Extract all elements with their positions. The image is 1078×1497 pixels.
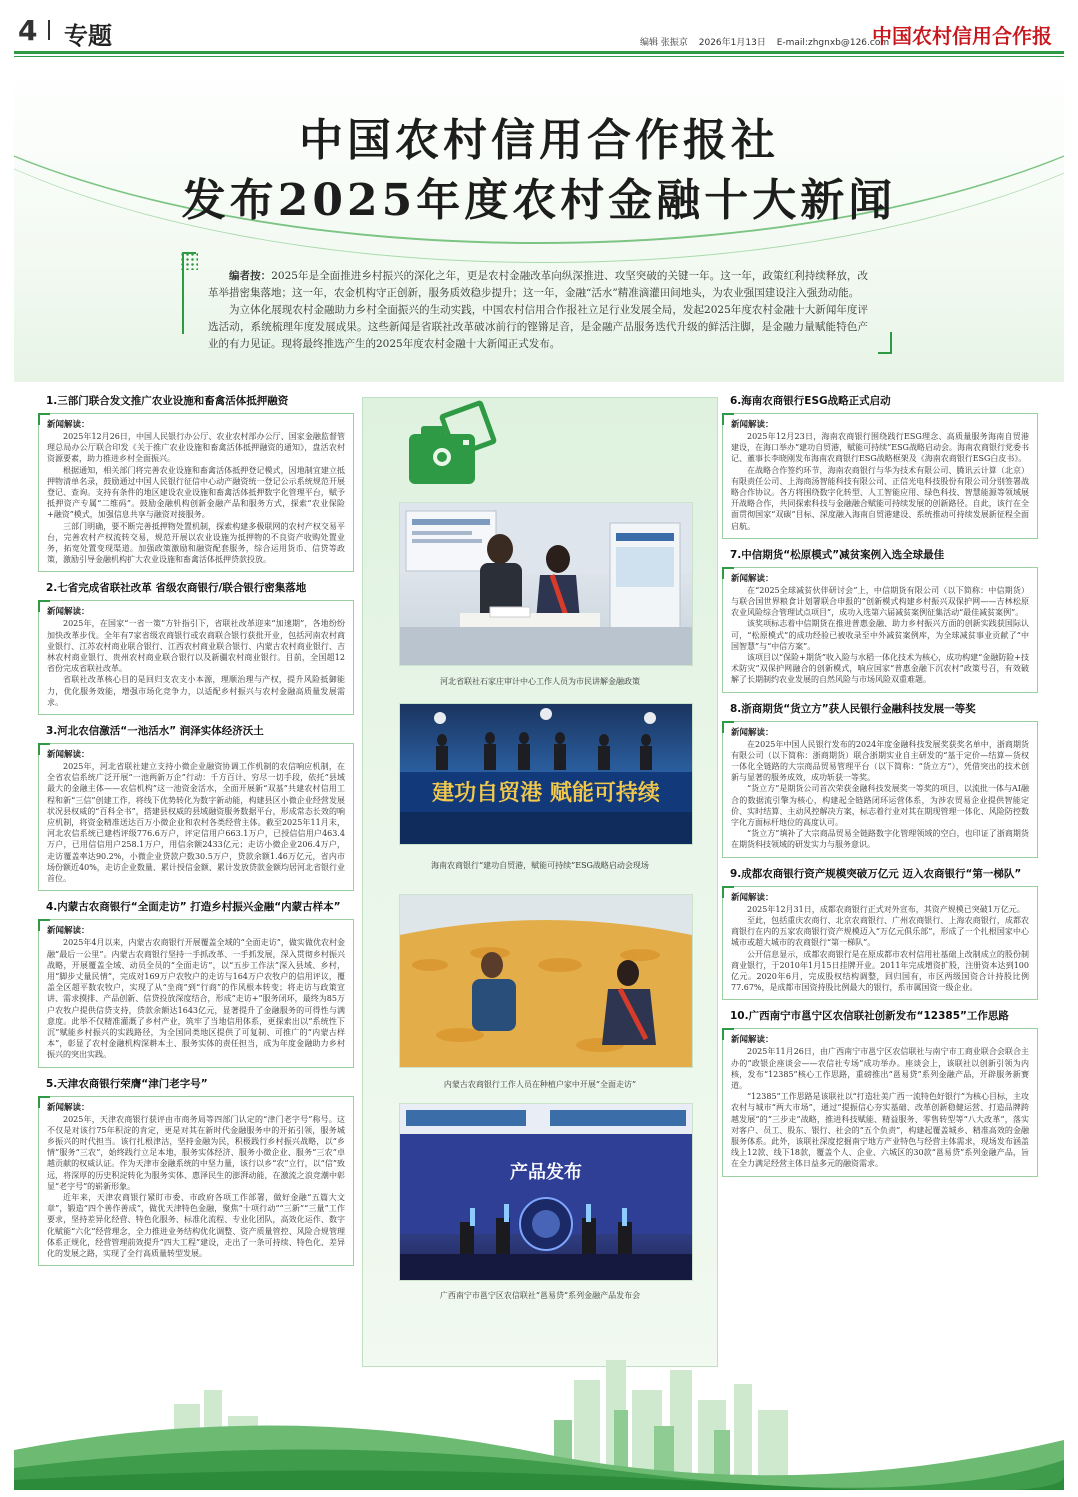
- photo-caption-2: 海南农商银行“建功自贸港，赋能可持续”ESG战略启动会现场: [431, 861, 649, 870]
- news-photo-3: [399, 894, 693, 1068]
- news-body: 在2025年中国人民银行发布的2024年度金融科技发展奖获奖名单中，浙商期货有限公司（以下简称：浙商期货）联合浙期实业自主研发的“基于定价—结算—货权一体化全链路的大宗商品贸易管理平台（以下简称：“货立方”），凭借突出的技术创新与显著的服务成效，成功斩获一等奖。 “货立方”是期货公司首次荣获金融科技发展奖一等奖的项目，以流批一体与AI融合的数据流引擎为核心，构建起全链路闭环运营体系，为涉农贸易企业提供智能定价、实时结算、主动风控解决方案，标志着行业对其在期现管理一体化、风险防控数字化方面标杆地位的高度认可。 “货立方”填补了大宗商品贸易全链路数字化管理领域的空白，也印证了浙商期货在期货科技领域的研发实力与服务意识。: [731, 739, 1029, 850]
- section-name: 专题: [64, 22, 112, 50]
- news-item-3: [38, 723, 354, 891]
- news-item-5: [38, 1076, 354, 1267]
- news-body: 2025年，河北省联社建立支持小微企业融资协调工作机制的农信响应机制，在全省农信系统广泛开展“一池两新万企”行动：千方百计、穷尽一切手段，依托“县域最大的金融主体——农信机构”这一池资金活水，全面开展新“双基”共建农村信用工程和新“三信”创建工作，将线下优势转化为数字新动能，构建县区小微企业经营发展状况县权威的“百科全书”，搭建县权威的县域融资服务数据平台，形成常态长效的响应机制，将资金精准送达百万小微企业和农村各类经营主体。截至2025年11月末，河北农信系统已建档评级776.6万户，评定信用户663.1万户，已授信信用户463.4万户，已用信信用户258.1万户，用信余额2433亿元；走访小微企业206.4万户，走访覆盖率达90.2%，小微企业贷款户数30.5万户，贷款余额1.46万亿元，省内市场份额近40%，走访企业数量、累计授信金额、累计发放贷款金额均居河北省银行业首位。: [47, 762, 345, 884]
- news-title: 6.海南农商银行ESG战略正式启动: [730, 395, 891, 407]
- photo-column: [362, 397, 718, 1367]
- news-item-4: [38, 899, 354, 1067]
- news-body: 2025年4月以来，内蒙古农商银行开展覆盖全域的“全面走访”，做实做优农村金融“最后一公里”。内蒙古农商银行坚持一手抓改革、一手抓发展，深入贯彻乡村振兴战略，开展覆盖全域、动员全员的“全面走访”，以“五步工作法”深入县域、乡村，用“脚步丈量民情”，完成对169万户农牧户的走访与164万户农牧户的信用评议，覆盖全区超平数农牧户，实现了从“坐商”到“行商”的作风根本转变；将走访与政策宣讲、需求摸排、产品创新、信贷投放深度结合，形成“走访+”服务闭环，最终为85万户农牧户提供信贷支持，贷款余额达1643亿元，显著提升了金融服务的可得性与满意度。此举不仅精准灌溉了乡村产业，筑牢了当地信用体系，更探索出以“系统性下沉”赋能乡村振兴的实践路径，为全国同类地区提供了可复制、可推广的“内蒙古样本”，彰显了农村金融机构深耕本土、服务实体的责任担当，成为年度金融助力乡村振兴的突出实践。: [47, 938, 345, 1060]
- launch-banner: 产品发布: [510, 1162, 582, 1183]
- page-number-divider: [48, 20, 56, 40]
- photo-illustration: [400, 704, 692, 844]
- city-skyline-icon: [14, 1360, 1064, 1490]
- news-box: [38, 600, 354, 715]
- news-sub: 新闻解读：: [47, 607, 90, 618]
- news-photo-4: [399, 1103, 693, 1281]
- page-number: 4: [18, 14, 38, 47]
- news-box: [722, 413, 1038, 539]
- editor-name: 编辑 张振京: [640, 38, 688, 48]
- news-body: 2025年12月31日，成都农商银行正式对外宣布，其资产规模已突破1万亿元。 至此，包括重庆农商行、北京农商银行、广州农商银行、上海农商银行，成都农商银行在内的五家农商银行资产规模迈入“万亿元俱乐部”，形成了一个扎根国家中心城市或超大城市的农商银行“第一梯队”。 公开信息显示，成都农商银行是在原成都市农村信用社基础上改制成立的股份制商业银行，于2010年1月15日挂牌开业。2011年完成增资扩股，注册资本达到100亿元。2020年6月，完成股权结构调整，回归国有，市区两级国资合计持股比例77.67%，是成都市国资持股比例最大的银行，系市属国资一级企业。: [731, 904, 1029, 993]
- editor-note-p1: 编者按：2025年是全面推进乡村振兴的深化之年，更是农村金融改革向纵深推进、攻坚突破的关键一年。这一年，政策红利持续释放，改革举措密集落地；这一年，农金机构守正创新，服务质效稳步提升；这一年，金融“活水”精准滴灌田间地头，为农业强国建设注入强劲动能。: [208, 270, 868, 299]
- editor-note-p2: 为立体化展现农村金融助力乡村全面振兴的生动实践，中国农村信用合作报社立足行业发展全局，发起2025年度农村金融十大新闻年度评选活动，系统梳理年度发展成果。这些新闻是省联社改革破冰前行的铿锵足音，是金融产品服务迭代升级的鲜活注脚，是金融力量赋能特色产业的有力见证。现将最终推选产生的2025年度农村金融十大新闻正式发布。: [208, 304, 868, 350]
- note-frame-corner: [182, 252, 196, 334]
- news-item-6: [722, 393, 1038, 539]
- news-photo-2: [399, 703, 693, 845]
- news-body: 2025年，在国家“一省一策”方针指引下，省联社改革迎来“加速期”，各地纷纷加快改革步伐。全年有7家省级农商银行或农商联合银行获批开业，包括河南农村商业银行、江苏农村商业联合银行、江西农村商业联合银行、内蒙古农村商业银行、吉林农村商业银行、贵州农村商业联合银行以及新疆农村商业银行。目前，全国超12省份完成省联社改革。 省联社改革核心目的是回归支农支小本源，理顺治理与产权，提升风险抵御能力，优化服务效能，增强市场化竞争力，以适配乡村振兴与农村金融高质量发展需求。: [47, 619, 345, 707]
- news-item-8: [722, 701, 1038, 858]
- news-title: 4.内蒙古农商银行“全面走访” 打造乡村振兴金融“内蒙古样本”: [46, 901, 341, 914]
- news-box: [722, 721, 1038, 858]
- news-title: 7.中信期货“松原模式”减贫案例入选全球最佳: [730, 548, 945, 561]
- photo-caption-3: 内蒙古农商银行工作人员在种植户家中开展“全面走访”: [443, 1080, 637, 1089]
- header-rule: [14, 51, 1064, 54]
- editor-email: E-mail:zhgnxb@126.com: [776, 38, 890, 48]
- news-item-10: [722, 1008, 1038, 1176]
- news-body: 2025年12月23日，海南农商银行围绕践行ESG理念、高质量服务海南自贸港建设，在海口举办“建功自贸港，赋能可持续”ESG战略启动会。海南农商银行党委书记、董事长李晓刚发布海南农商银行ESG战略框架及《海南农商银行ESG白皮书》。 在战略合作签约环节，海南农商银行与华为技术有限公司、腾讯云计算（北京）有限责任公司、上海商汤智能科技有限公司、正信光电科技股份有限公司分别签署战略合作协议。各方将围绕数字化转型、人工智能应用、绿色科技、智慧能源等领域展开战略合作，共同探索科技与金融融合赋能可持续发展的创新路径。自此，该行在全面贯彻国家“双碳”目标、深度融入海南自贸港建设、系统推动可持续发展新征程全面启航。: [731, 432, 1029, 531]
- news-sub: 新闻解读：: [731, 1035, 774, 1046]
- news-sub: 新闻解读：: [731, 727, 774, 738]
- news-title: 5.天津农商银行荣膺“津门老字号”: [46, 1077, 208, 1090]
- headline-line-1: 中国农村信用合作报社: [299, 115, 779, 166]
- photo-caption-1: 河北省联社石家庄审计中心工作人员为市民讲解金融政策: [440, 677, 640, 686]
- newspaper-brand: 中国农村信用合作报: [872, 24, 1052, 48]
- page-header: [0, 0, 1078, 56]
- news-body: 2025年11月26日，由广西南宁市邕宁区农信联社与南宁市工商业联合会联合主办的“政银企座谈会——农信社专场”成功举办。座谈会上，该联社以创新引领为内核，发布“12385”核心工作思路，重磅推出“邕易贷”系列金融产品，开辟服务新赛道。 “12385”工作思路是该联社以“打造壮美广西一流特色好银行”为核心目标，主攻农村与城市“两大市场”，通过“提振信心夯实基础、改革创新稳健运营、打造品牌跨越发展”的“三步走”战略，推进科技赋能、精益服务、零售转型等“八大改革”，落实对客户、员工、股东、银行、社会的“五个负责”，构建起覆盖城乡、精准高效的金融服务体系。此外，该联社深度挖掘南宁地方产业特色与经营主体需求，现场发布涵盖线上12款、线下18款，覆盖个人、企业、六城区的30款“邕易贷”系列金融产品，旨在全力满足经营主体日益多元的融资需求。: [731, 1047, 1029, 1169]
- headline-line-2: 发布2025年度农村金融十大新闻: [181, 175, 897, 226]
- news-body: 2025年，天津农商银行获评由市商务局等四部门认定的“津门老字号”称号。这不仅是对该行75年积淀的肯定，更是对其在新时代金融服务中的开拓引领，服务城乡振兴的时代担当。该行扎根津沽，坚持金融为民，积极践行乡村振兴战略，以“乡情”服务“三农”，始终践行立足本地，服务实体经济、服务小微企业、服务“三农”卓越贡献的权威认证。作为天津市金融系统的中坚力量，该行以乡“农”立行，以“信”致远，将深厚的历史积淀转化为服务实体、惠泽民生的澎湃动能，在激流之浪竞潮中彰显“老字号”的崭新形象。 近年来，天津农商银行紧盯市委、市政府各项工作部署，做好金融“五篇大文章”，锻造“四个善作善成”，做优天津特色金融，聚焦“十项行动”“三新”“三量”工作要求，坚持差异化经营、特色化服务、标准化流程、专业化团队，高效化运作、数字化赋能“六化”经营理念，全力推进业务结构优化调整、资产质量管控、风险合规管理体系正规化，经营管理前效提升“四大工程”建设，走出了一条可持续、特色化、差异化的发展之路，实现了全行高质量转型发展。: [47, 1114, 345, 1258]
- photo-illustration: [400, 1104, 692, 1280]
- news-sub: 新闻解读：: [47, 420, 90, 430]
- news-item-1: [38, 393, 354, 572]
- right-news-column: [722, 393, 1038, 1185]
- news-box: [38, 1096, 354, 1267]
- issue-date: 2026年1月13日: [698, 38, 766, 48]
- news-item-9: [722, 866, 1038, 1001]
- news-item-2: [38, 580, 354, 715]
- news-title: 3.河北农信激活“一池活水” 润泽实体经济沃土: [46, 725, 264, 738]
- news-box: [38, 743, 354, 891]
- news-box: [38, 919, 354, 1067]
- news-box: [722, 1028, 1038, 1176]
- news-sub: 新闻解读：: [47, 1102, 90, 1113]
- note-frame-corner: [878, 332, 892, 354]
- news-photo-1: [399, 502, 693, 666]
- news-item-7: [722, 547, 1038, 693]
- news-sub: 新闻解读：: [47, 750, 90, 761]
- editor-note-label: 编者按：: [229, 270, 272, 282]
- news-title: 8.浙商期货“货立方”获人民银行金融科技发展一等奖: [730, 702, 976, 715]
- news-box: [722, 567, 1038, 693]
- news-body: 在“2025全球减贫伙伴研讨会”上，中信期货有限公司（以下简称：中信期货）与联合国世界粮食计划署联合申报的“创新模式构建乡村振兴双保护网——吉林松原农业风险综合管理试点项目”，成功入选第六届减贫案例征集活动“最佳减贫案例”。 该奖项标志着中信期货在推进普惠金融、助力乡村振兴方面的创新实践获国际认可，“松原模式”的成功经验已被收录至中外减贫案例库，为全球减贫事业贡献了“中国智慧”与“中信方案”。 该项目以“保险+期货”收入险与水稻一体化技术为核心，成功构建“金融防险+技术防灾”双保护网融合的创新模式，响应国家“普惠金融下沉农村”政策号召，有效破解了长期制约农业发展的自然风险与市场风险双重难题。: [731, 585, 1029, 685]
- photo-illustration: [400, 503, 692, 665]
- editor-note: [208, 268, 868, 353]
- news-title: 10.广西南宁市邕宁区农信联社创新发布“12385”工作思路: [730, 1010, 1009, 1023]
- news-title: 9.成都农商银行资产规模突破万亿元 迈入农商银行“第一梯队”: [730, 867, 1022, 880]
- left-news-column: [38, 393, 354, 1274]
- skyline-decoration: [14, 1360, 1064, 1490]
- photo-illustration: [400, 895, 692, 1067]
- news-title: 2.七省完成省联社改革 省级农商银行/联合银行密集落地: [46, 582, 307, 595]
- event-banner: 建功自贸港 赋能可持续: [432, 781, 660, 806]
- news-title: 1.三部门联合发文推广农业设施和畜禽活体抵押融资: [46, 395, 289, 407]
- news-box: [38, 413, 354, 572]
- header-rule-thin: [14, 56, 1064, 57]
- news-body: 2025年12月26日，中国人民银行办公厅、农业农村部办公厅、国家金融监督管理总局办公厅联合印发《关于推广农业设施和畜禽活体抵押融资的通知》，盘活农村资源要素，助力推进乡村全面振兴。 根据通知，相关部门将完善农业设施和畜禽活体抵押登记模式，因地制宜建立抵押物清单名录，鼓励通过中国人民银行征信中心动产融资统一登记公示系统规范开展登记、查询。支持有条件的地区建设农业设施和畜禽活体抵押数字化管理平台，赋予抵押资产专属“二维码”。鼓励金融机构创新金融产品和服务方式，探索“农业保险+融资”模式，加强信息共享与融资对接服务。 三部门明确，要不断完善抵押物处置机制，探索构建多极联网的农村产权交易平台，完善农村产权流转交易，规范开展以农业设施为抵押物的不良资产收购处置业务，拓宽处置变现渠道。加强政策激励和融资配套服务，综合运用货币、信贷等政策，激励引导金融机构扩大农业设施和畜禽活体抵押贷款投放。: [47, 432, 345, 565]
- news-sub: 新闻解读：: [731, 573, 774, 584]
- photo-caption-4: 广西南宁市邕宁区农信联社“邕易贷”系列金融产品发布会: [439, 1291, 641, 1300]
- news-sub: 新闻解读：: [731, 892, 774, 903]
- news-sub: 新闻解读：: [47, 926, 90, 937]
- page-meta: [640, 35, 897, 48]
- news-box: [722, 886, 1038, 1001]
- news-sub: 新闻解读：: [731, 420, 774, 430]
